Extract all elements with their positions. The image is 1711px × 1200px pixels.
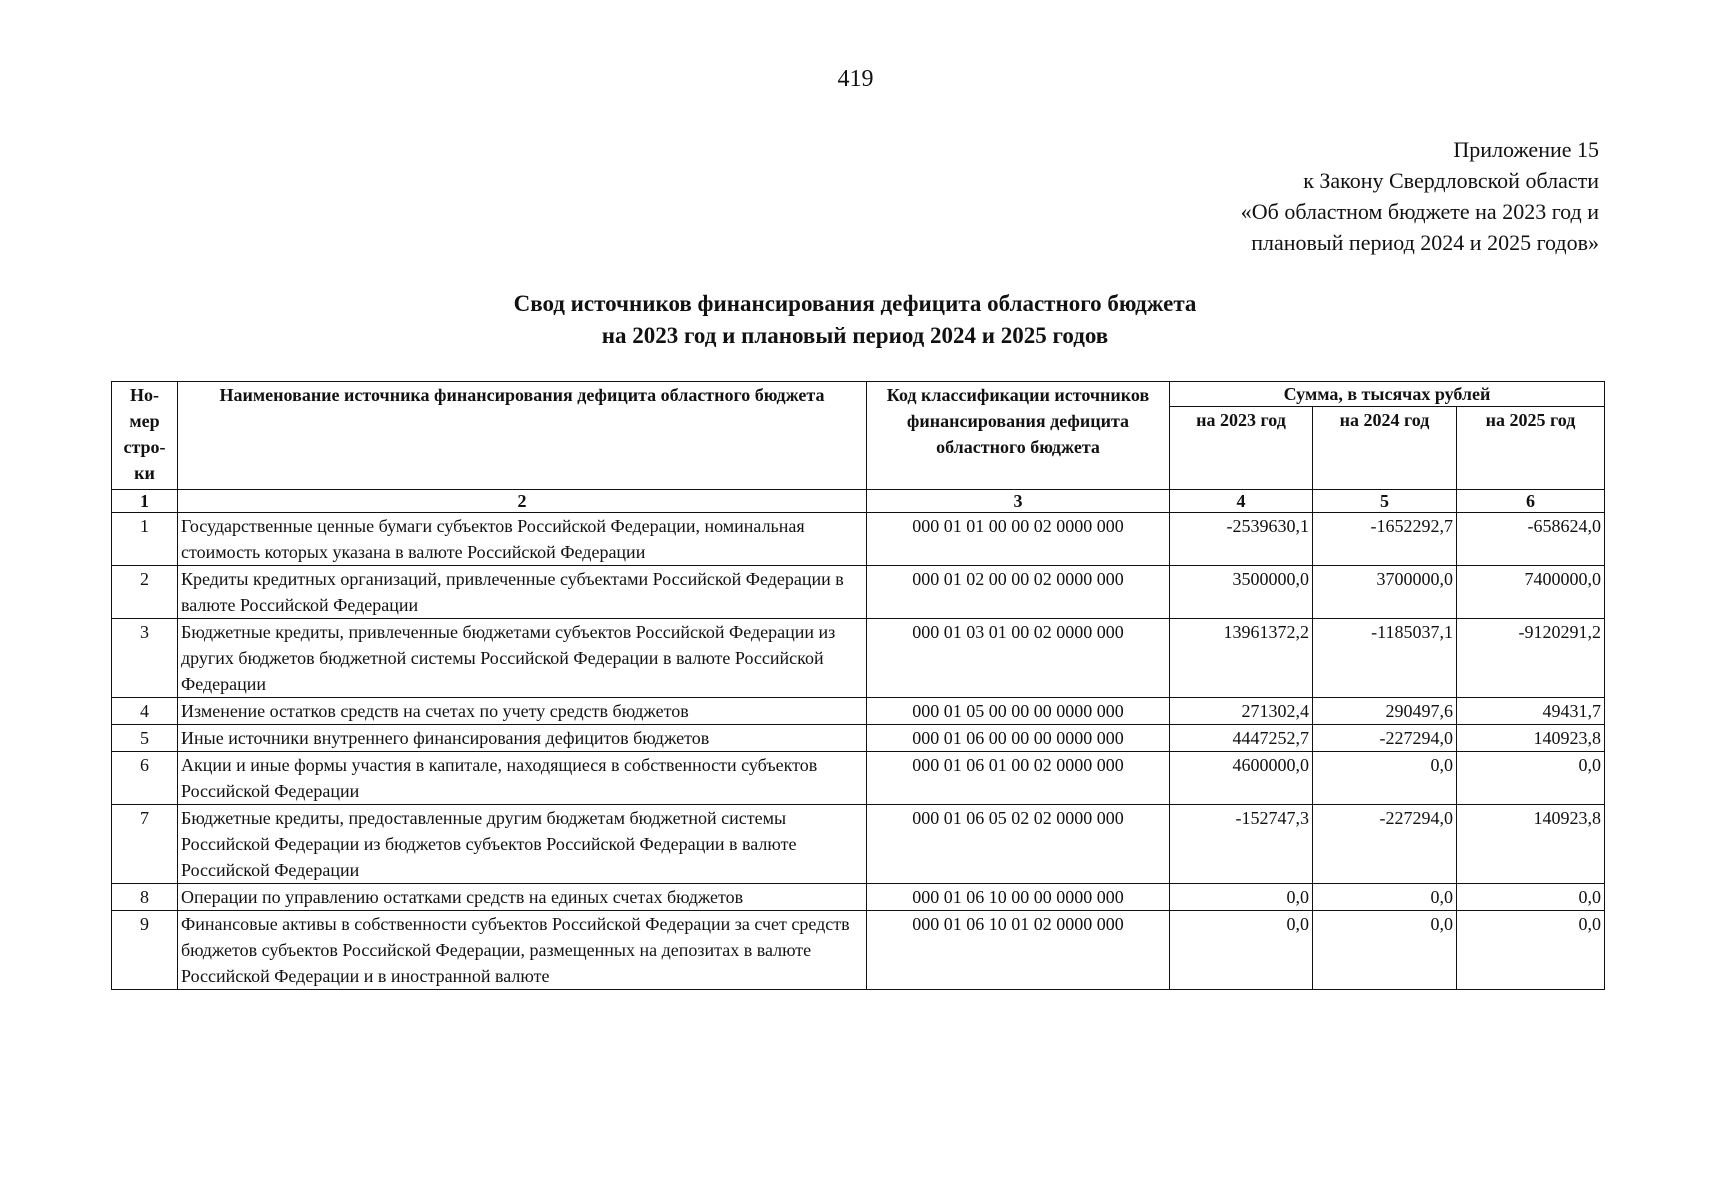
- amount-2023: -152747,3: [1170, 805, 1313, 884]
- table-row: [112, 698, 1605, 725]
- amount-2024: 0,0: [1313, 884, 1457, 911]
- classification-code: 000 01 03 01 00 02 0000 000: [867, 619, 1170, 698]
- column-number: 6: [1457, 490, 1605, 513]
- header-year-2025: на 2025 год: [1457, 407, 1605, 490]
- financing-sources-table: [111, 381, 1605, 990]
- appendix-line: плановый период 2024 и 2025 годов»: [1251, 230, 1599, 255]
- appendix-line: «Об областном бюджете на 2023 год и: [1240, 199, 1599, 224]
- source-name: Изменение остатков средств на счетах по учету средств бюджетов: [178, 698, 867, 725]
- table-row: [112, 911, 1605, 990]
- amount-2023: 4600000,0: [1170, 752, 1313, 805]
- amount-2024: 290497,6: [1313, 698, 1457, 725]
- source-name: Государственные ценные бумаги субъектов Российской Федерации, номинальная стоимость которых указана в валюте Российской Федерации: [178, 513, 867, 566]
- amount-2025: 0,0: [1457, 911, 1605, 990]
- amount-2024: 0,0: [1313, 752, 1457, 805]
- appendix-reference: [1241, 134, 1599, 258]
- table-row: [112, 513, 1605, 566]
- classification-code: 000 01 06 10 00 00 0000 000: [867, 884, 1170, 911]
- amount-2024: -227294,0: [1313, 725, 1457, 752]
- amount-2025: 0,0: [1457, 884, 1605, 911]
- table-row: [112, 566, 1605, 619]
- title-line: Свод источников финансирования дефицита областного бюджета: [513, 291, 1197, 316]
- amount-2023: -2539630,1: [1170, 513, 1313, 566]
- row-number: 7: [112, 805, 178, 884]
- row-number: 9: [112, 911, 178, 990]
- amount-2025: -9120291,2: [1457, 619, 1605, 698]
- amount-2024: 3700000,0: [1313, 566, 1457, 619]
- amount-2023: 3500000,0: [1170, 566, 1313, 619]
- source-name: Бюджетные кредиты, привлеченные бюджетами субъектов Российской Федерации из других бюджетов бюджетной системы Российской Федерации в валюте Российской Федерации: [178, 619, 867, 698]
- row-number: 1: [112, 513, 178, 566]
- header-sum: Сумма, в тысячах рублей: [1170, 382, 1605, 407]
- amount-2024: -227294,0: [1313, 805, 1457, 884]
- amount-2023: 0,0: [1170, 911, 1313, 990]
- amount-2023: 4447252,7: [1170, 725, 1313, 752]
- source-name: Финансовые активы в собственности субъектов Российской Федерации за счет средств бюджетов субъектов Российской Федерации, размещенных на депозитах в валюте Российской Федерации и в иностранной валюте: [178, 911, 867, 990]
- row-number: 5: [112, 725, 178, 752]
- amount-2023: 13961372,2: [1170, 619, 1313, 698]
- classification-code: 000 01 06 00 00 00 0000 000: [867, 725, 1170, 752]
- amount-2025: 140923,8: [1457, 805, 1605, 884]
- header-source-name: Наименование источника финансирования дефицита областного бюджета: [178, 382, 867, 490]
- classification-code: 000 01 06 01 00 02 0000 000: [867, 752, 1170, 805]
- amount-2025: 140923,8: [1457, 725, 1605, 752]
- source-name: Акции и иные формы участия в капитале, находящиеся в собственности субъектов Российской Федерации: [178, 752, 867, 805]
- source-name: Бюджетные кредиты, предоставленные другим бюджетам бюджетной системы Российской Федерации из бюджетов субъектов Российской Федерации в валюте Российской Федерации: [178, 805, 867, 884]
- classification-code: 000 01 02 00 00 02 0000 000: [867, 566, 1170, 619]
- source-name: Кредиты кредитных организаций, привлеченные субъектами Российской Федерации в валюте Российской Федерации: [178, 566, 867, 619]
- amount-2025: 0,0: [1457, 752, 1605, 805]
- row-number: 3: [112, 619, 178, 698]
- classification-code: 000 01 06 10 01 02 0000 000: [867, 911, 1170, 990]
- title-line: на 2023 год и плановый период 2024 и 2025 годов: [601, 323, 1109, 348]
- column-number: 3: [867, 490, 1170, 513]
- row-number: 4: [112, 698, 178, 725]
- column-number: 4: [1170, 490, 1313, 513]
- document-title: [0, 288, 1711, 352]
- amount-2024: 0,0: [1313, 911, 1457, 990]
- classification-code: 000 01 06 05 02 02 0000 000: [867, 805, 1170, 884]
- table-row: [112, 752, 1605, 805]
- column-number: 5: [1313, 490, 1457, 513]
- classification-code: 000 01 01 00 00 02 0000 000: [867, 513, 1170, 566]
- appendix-line: к Закону Свердловской области: [1303, 168, 1599, 193]
- source-name: Операции по управлению остатками средств на единых счетах бюджетов: [178, 884, 867, 911]
- column-number: 1: [112, 490, 178, 513]
- column-number: 2: [178, 490, 867, 513]
- header-row-number: Но-мер стро-ки: [112, 382, 178, 490]
- header-year-2024: на 2024 год: [1313, 407, 1457, 490]
- amount-2024: -1652292,7: [1313, 513, 1457, 566]
- header-classification-code: Код классификации источников финансирования дефицита областного бюджета: [867, 382, 1170, 490]
- table-row: [112, 805, 1605, 884]
- amount-2025: 49431,7: [1457, 698, 1605, 725]
- amount-2023: 271302,4: [1170, 698, 1313, 725]
- table-row: [112, 725, 1605, 752]
- amount-2023: 0,0: [1170, 884, 1313, 911]
- table-row: [112, 884, 1605, 911]
- appendix-line: Приложение 15: [1453, 137, 1599, 162]
- row-number: 2: [112, 566, 178, 619]
- amount-2024: -1185037,1: [1313, 619, 1457, 698]
- source-name: Иные источники внутреннего финансирования дефицитов бюджетов: [178, 725, 867, 752]
- header-year-2023: на 2023 год: [1170, 407, 1313, 490]
- row-number: 6: [112, 752, 178, 805]
- classification-code: 000 01 05 00 00 00 0000 000: [867, 698, 1170, 725]
- table-row: [112, 619, 1605, 698]
- row-number: 8: [112, 884, 178, 911]
- amount-2025: -658624,0: [1457, 513, 1605, 566]
- page-number: 419: [837, 66, 874, 92]
- amount-2025: 7400000,0: [1457, 566, 1605, 619]
